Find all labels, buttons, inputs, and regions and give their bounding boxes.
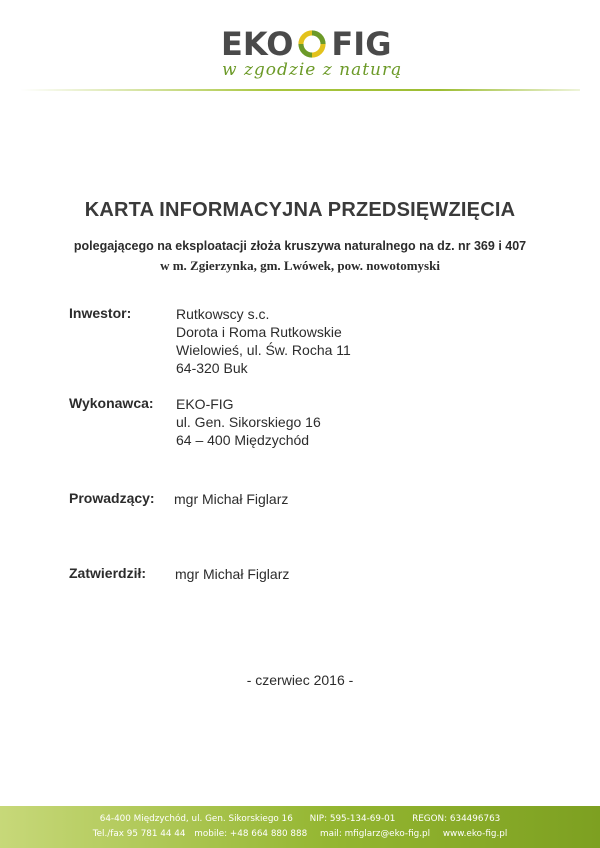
contractor-details [176, 395, 321, 449]
footer-regon: REGON: 634496763 [412, 814, 501, 824]
logo-brand-right: FIG [331, 25, 392, 63]
contractor-line: 64 – 400 Międzychód [176, 432, 310, 448]
document-title: KARTA INFORMACYJNA PRZEDSIĘWZIĘCIA [84, 199, 516, 221]
footer-website-link[interactable]: www.eko-fig.pl [442, 829, 508, 839]
logo-brand-left: EKO [221, 25, 294, 63]
leader-label: Prowadzący: [69, 490, 155, 506]
footer-line1 [0, 814, 600, 824]
leader-value [174, 490, 288, 508]
recycle-swirl-icon [295, 27, 329, 61]
contractor-label: Wykonawca: [69, 395, 154, 411]
footer-address: 64-400 Międzychód, ul. Gen. Sikorskiego 16 [99, 814, 293, 824]
approver-value [175, 565, 289, 583]
footer-line2 [0, 829, 600, 839]
footer-mobile: mobile: +48 664 880 888 [194, 829, 308, 839]
approver-label: Zatwierdził: [69, 565, 147, 581]
document-subtitle-line1: polegającego na eksploatacji złoża kruszywa naturalnego na dz. nr 369 i 407 [73, 239, 527, 253]
footer-mail: mail: mfiglarz@eko-fig.pl [320, 829, 431, 839]
logo-wordmark [221, 24, 391, 64]
logo-tagline: w zgodzie z naturą [222, 60, 403, 80]
document-subtitle-line2: w m. Zgierzynka, gm. Lwówek, pow. nowotomyski [160, 258, 440, 273]
investor-line: Rutkowscy s.c. [176, 306, 270, 322]
investor-line: Wielowieś, ul. Św. Rocha 11 [176, 342, 351, 358]
document-date: - czerwiec 2016 - [246, 672, 354, 688]
investor-line: 64-320 Buk [176, 360, 248, 376]
footer-band [0, 806, 600, 848]
investor-details [176, 305, 351, 377]
header-divider [20, 89, 580, 91]
company-logo [0, 20, 600, 90]
investor-label: Inwestor: [69, 305, 132, 321]
investor-line: Dorota i Roma Rutkowskie [176, 324, 342, 340]
contractor-line: EKO-FIG [176, 396, 234, 412]
footer-nip: NIP: 595-134-69-01 [309, 814, 396, 824]
leader-name: mgr Michał Figlarz [174, 491, 289, 507]
contractor-line: ul. Gen. Sikorskiego 16 [176, 414, 321, 430]
approver-name: mgr Michał Figlarz [175, 566, 290, 582]
footer-phone: Tel./fax 95 781 44 44 [92, 829, 186, 839]
